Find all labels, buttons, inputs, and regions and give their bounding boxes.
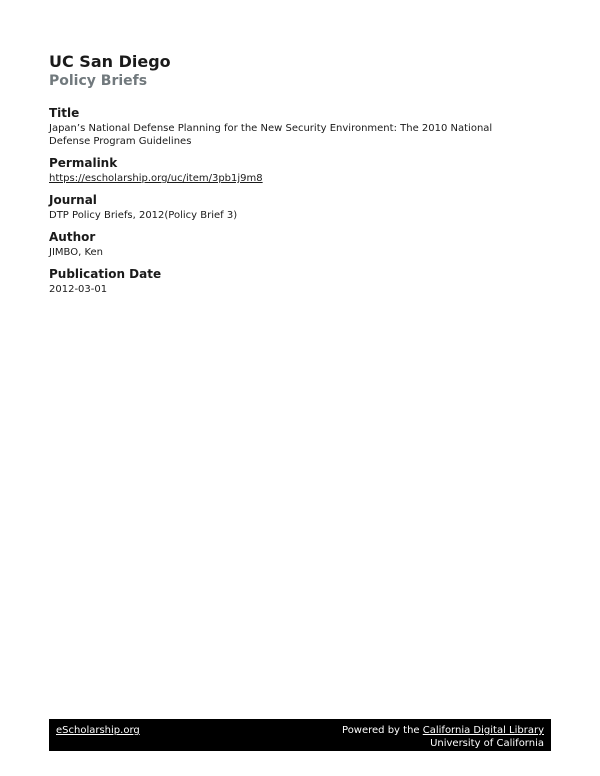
permalink-label: Permalink: [49, 156, 118, 170]
metadata-section: [49, 105, 549, 303]
journal-value: DTP Policy Briefs, 2012(Policy Brief 3): [49, 210, 238, 221]
permalink-link[interactable]: https://escholarship.org/uc/item/3pb1j9m8: [49, 173, 263, 184]
author-label: Author: [49, 230, 96, 244]
repository-header: [49, 52, 171, 90]
permalink-field: [49, 155, 549, 185]
series-name: Policy Briefs: [49, 73, 148, 89]
escholarship-link[interactable]: eScholarship.org: [56, 725, 140, 736]
title-value-line1: Japan’s National Defense Planning for the New Security Environment: The 2010 National: [49, 123, 493, 134]
title-value: [49, 122, 549, 148]
cdl-link[interactable]: California Digital Library: [422, 725, 544, 736]
author-value: JIMBO, Ken: [49, 247, 103, 258]
permalink-value-wrap: [49, 172, 549, 185]
title-value-line2: Defense Program Guidelines: [49, 136, 192, 147]
publication-date-label: Publication Date: [49, 267, 162, 281]
footer-bar: [49, 719, 551, 751]
university-name: University of California: [430, 738, 544, 749]
footer-credits: [342, 724, 544, 750]
powered-by-text: Powered by the: [342, 725, 423, 736]
author-field: [49, 229, 549, 259]
publication-date-field: [49, 266, 549, 296]
title-label: Title: [49, 106, 80, 120]
journal-label: Journal: [49, 193, 97, 207]
title-field: [49, 105, 549, 148]
institution-name: UC San Diego: [49, 52, 171, 71]
publication-date-value: 2012-03-01: [49, 284, 108, 295]
journal-field: [49, 192, 549, 222]
